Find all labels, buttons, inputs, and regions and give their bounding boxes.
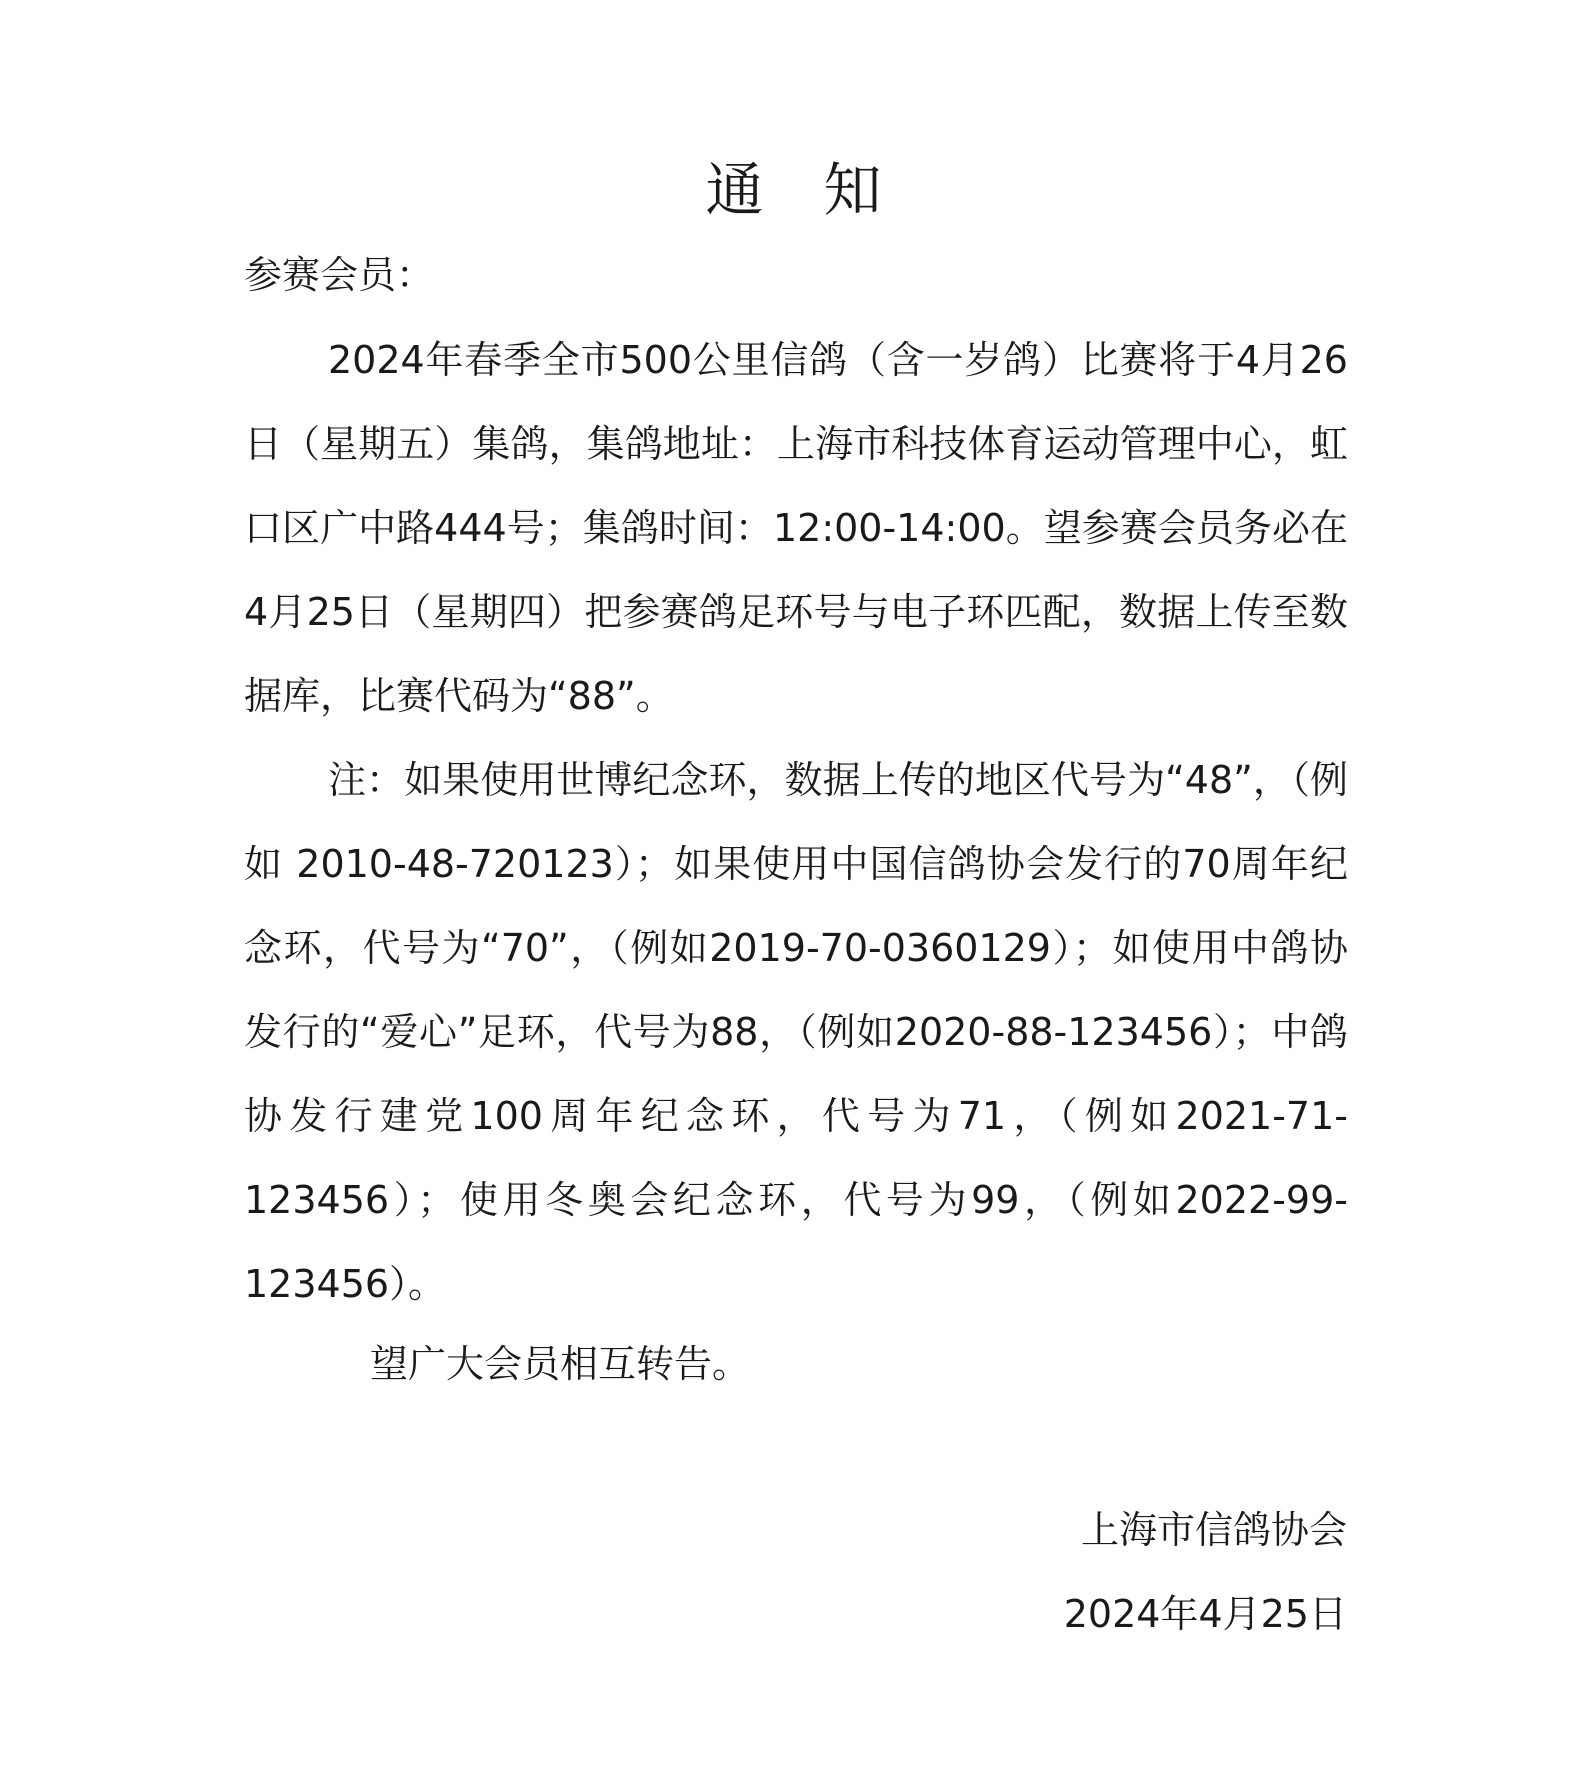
paragraph-closing: 望广大会员相互转告。 [370,1342,751,1386]
salutation: 参赛会员： [244,253,435,297]
paragraph-race-info: 2024年春季全市500公里信鸽（含一岁鸽）比赛将于4月26日（星期五）集鸽，集鸽地址：上海市科技体育运动管理中心，虹口区广中路444号；集鸽时间：12:00-14:00。望参赛会员务必在4月25日（星期四）把参赛鸽足环号与电子环匹配，数据上传至数据库，比赛代码为“88”。 [244,338,1348,718]
signature-date: 2024年4月25日 [1063,1592,1347,1636]
document-title: 通知 [705,156,942,224]
paragraph-note: 注：如果使用世博纪念环，数据上传的地区代号为“48”，（例如 2010-48-720123）；如果使用中国信鸽协会发行的70周年纪念环，代号为“70”，（例如2019-70-0360129）；如使用中鸽协发行的“爱心”足环，代号为88，（例如2020-88-123456）；中鸽协发行建党100周年纪念环，代号为71，（例如2021-71-123456）；使用冬奥会纪念环，代号为99，（例如2022-99-123456）。 [244,758,1348,1306]
signature-organization: 上海市信鸽协会 [1080,1508,1347,1552]
